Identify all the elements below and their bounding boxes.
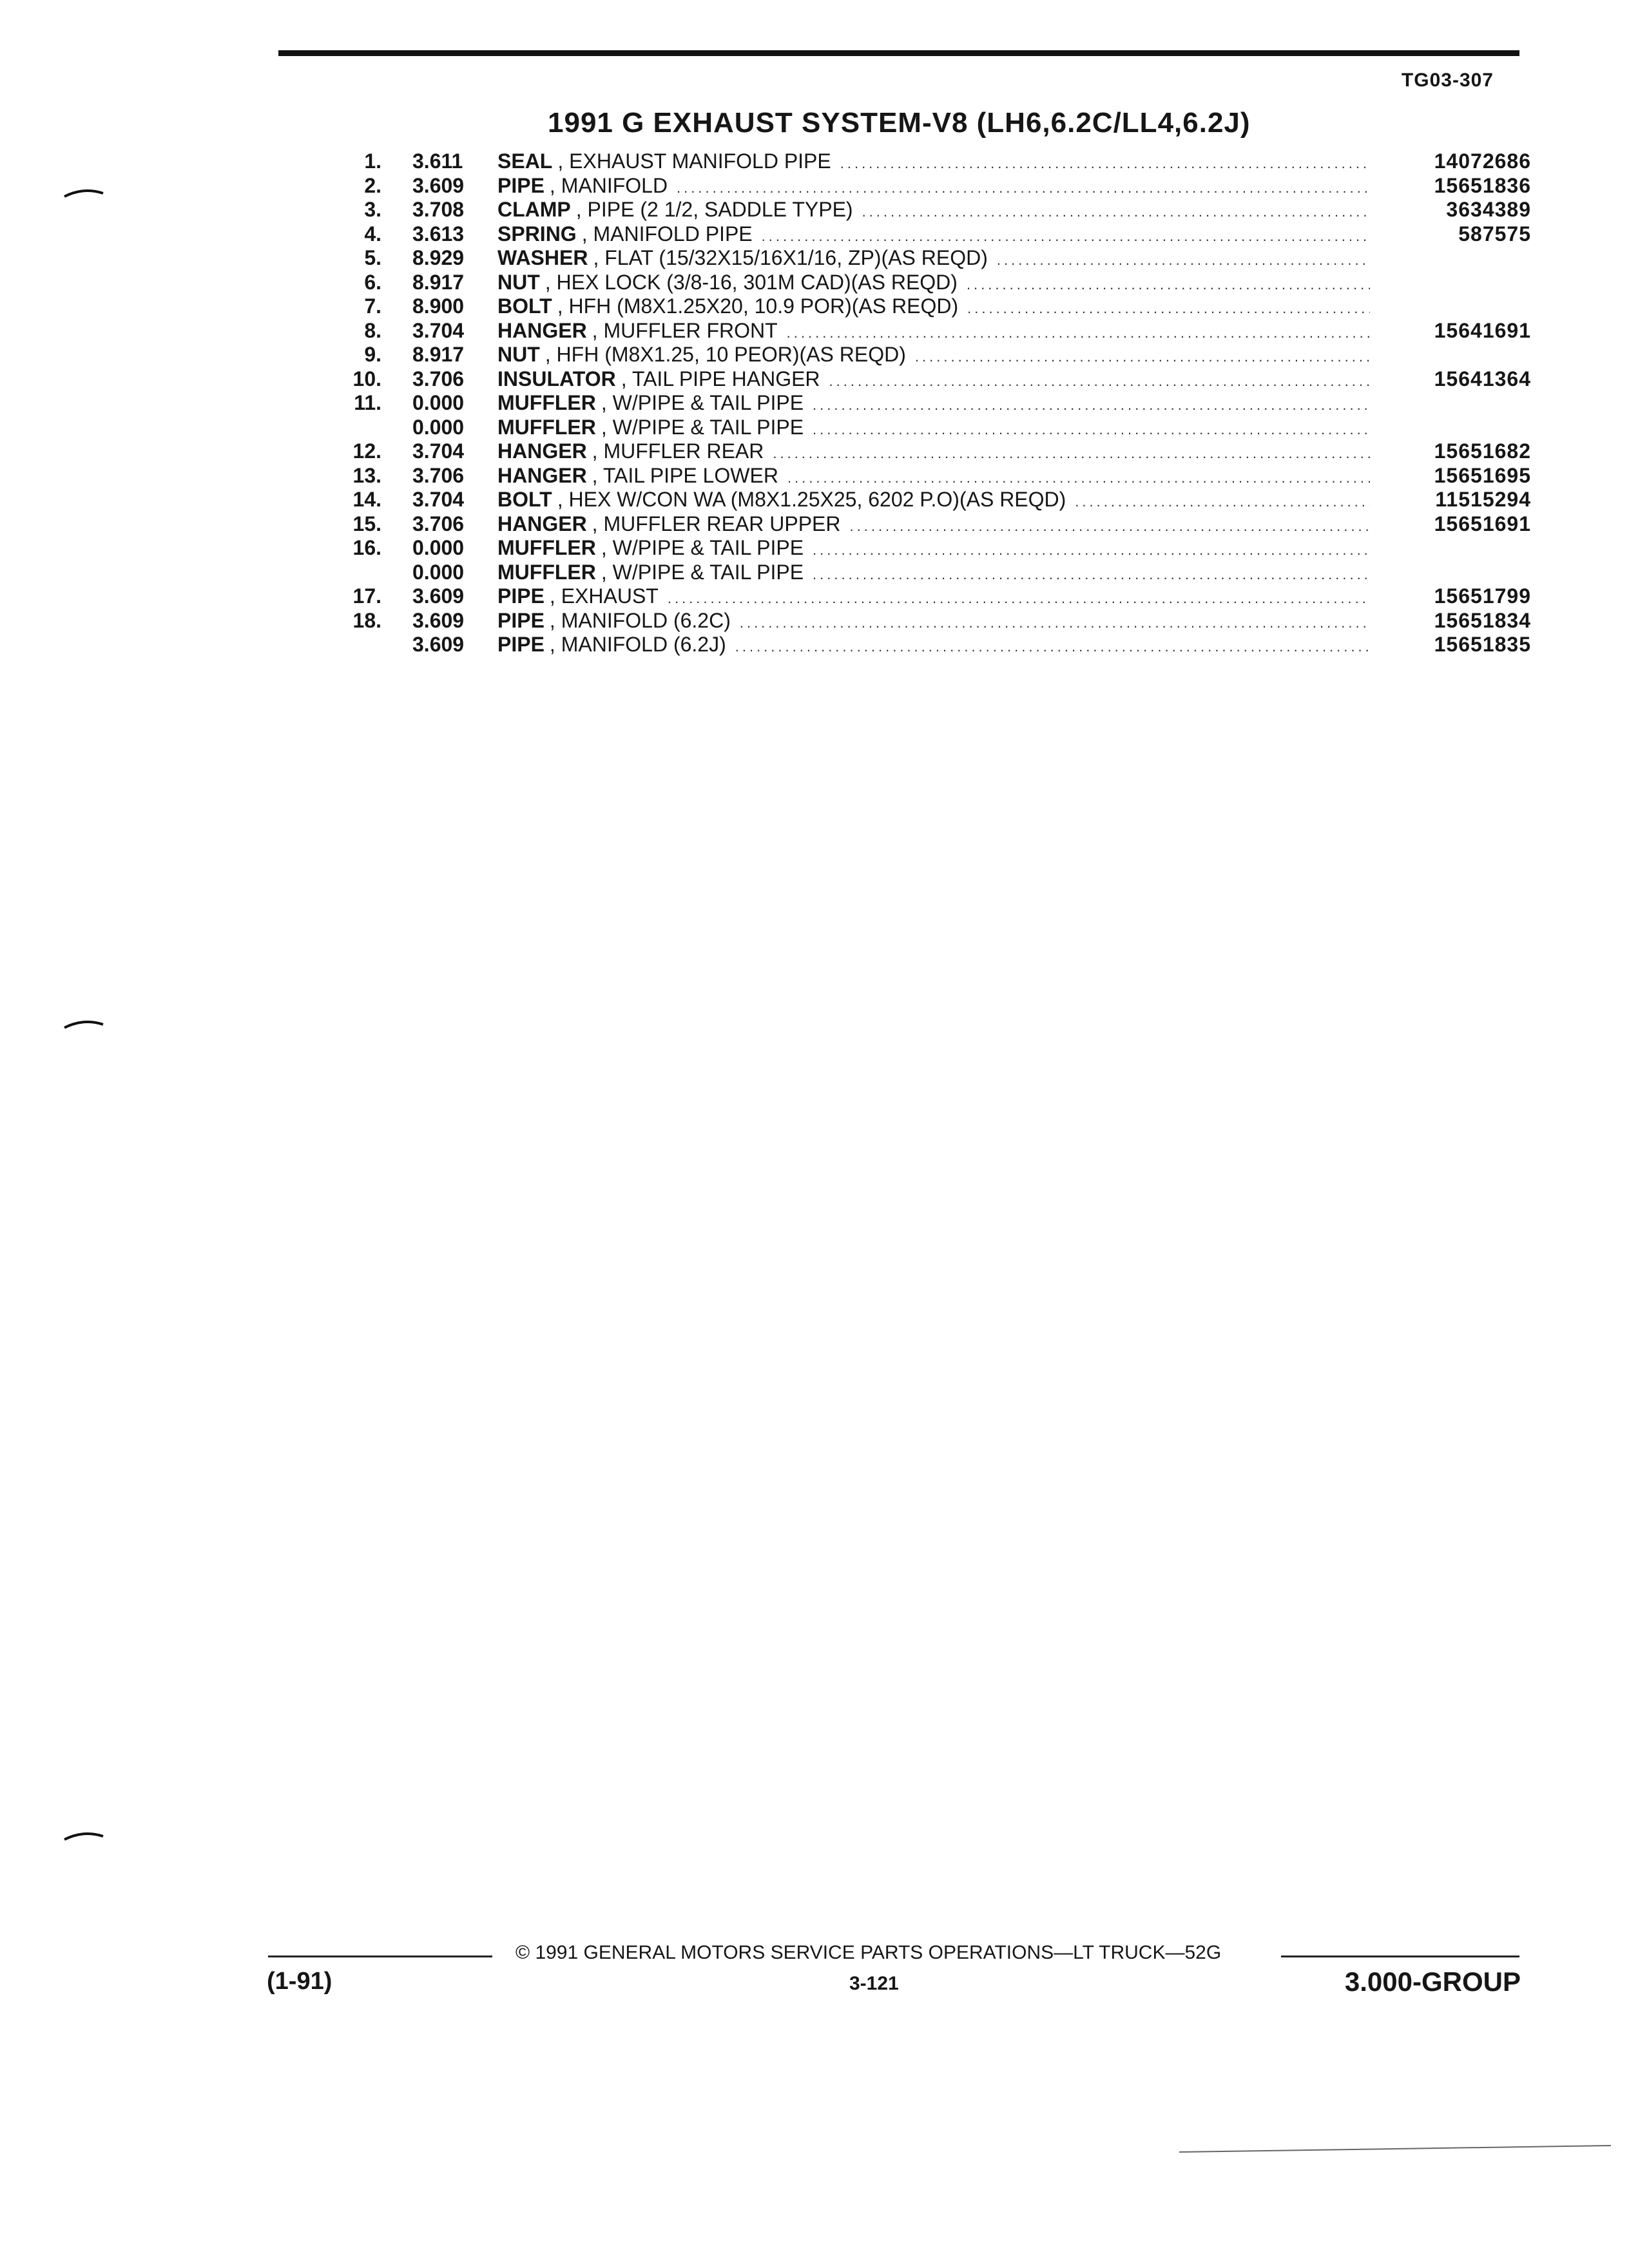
- part-number: 15651799: [1434, 584, 1531, 608]
- part-name: PIPE: [497, 584, 545, 608]
- item-number: 9.: [364, 343, 381, 366]
- group-number: 0.000: [412, 415, 465, 439]
- parts-row: [335, 488, 1531, 512]
- part-number: 15651836: [1434, 173, 1531, 197]
- parts-row: [335, 294, 1531, 319]
- dot-leader: [840, 151, 1370, 176]
- item-number: 8.: [364, 318, 381, 342]
- part-number: 14072686: [1434, 149, 1531, 173]
- part-detail: , TAIL PIPE LOWER: [592, 463, 778, 487]
- top-rule: [278, 50, 1519, 56]
- part-name: NUT: [497, 343, 540, 366]
- dot-leader: [773, 441, 1370, 466]
- part-number: 15651682: [1434, 439, 1531, 463]
- parts-row: [335, 584, 1531, 609]
- part-name: SPRING: [497, 222, 577, 245]
- part-description: [497, 488, 1370, 514]
- part-number: 15651695: [1434, 463, 1531, 487]
- group-number: 0.000: [412, 560, 465, 584]
- group-number: 3.706: [412, 512, 465, 535]
- part-number: 587575: [1458, 222, 1531, 245]
- part-name: HANGER: [497, 439, 587, 463]
- dot-leader: [862, 200, 1370, 224]
- item-number: 1.: [364, 149, 381, 173]
- part-description: [497, 416, 1370, 442]
- parts-row: [335, 367, 1531, 392]
- part-detail: , FLAT (15/32X15/16X1/16, ZP)(AS REQD): [593, 246, 988, 269]
- part-description: [497, 319, 1370, 345]
- parts-row: [335, 343, 1531, 367]
- part-detail: , MANIFOLD (6.2C): [549, 608, 731, 632]
- item-number: 2.: [364, 173, 381, 197]
- group-number: 3.609: [412, 173, 465, 197]
- item-number: 3.: [364, 198, 381, 221]
- parts-row: [335, 246, 1531, 271]
- parts-row: [335, 149, 1531, 174]
- part-name: CLAMP: [497, 198, 571, 221]
- dot-leader: [997, 248, 1370, 273]
- part-description: [497, 367, 1370, 394]
- group-number: 8.917: [412, 270, 465, 294]
- part-name: PIPE: [497, 173, 545, 197]
- item-number: 13.: [352, 463, 381, 487]
- part-description: [497, 246, 1370, 273]
- part-detail: , W/PIPE & TAIL PIPE: [601, 415, 804, 439]
- parts-row: [335, 319, 1531, 343]
- item-number: 12.: [352, 439, 381, 463]
- item-number: 18.: [352, 608, 381, 632]
- parts-row: [335, 198, 1531, 222]
- part-number: 15651834: [1434, 608, 1531, 632]
- dot-leader: [813, 562, 1370, 587]
- part-detail: , MUFFLER REAR UPPER: [592, 512, 841, 535]
- item-number: 4.: [364, 222, 381, 245]
- dot-leader: [967, 296, 1370, 321]
- copyright-notice: © 1991 GENERAL MOTORS SERVICE PARTS OPERATIONS—LT TRUCK—52G: [516, 1942, 1222, 1963]
- part-name: NUT: [497, 270, 540, 294]
- group-number: 3.611: [412, 149, 463, 173]
- part-name: BOLT: [497, 294, 552, 318]
- part-name: HANGER: [497, 512, 587, 535]
- part-description: [497, 633, 1370, 659]
- parts-row: [335, 561, 1531, 585]
- part-number: 15651691: [1434, 512, 1531, 535]
- part-name: HANGER: [497, 463, 587, 487]
- part-name: PIPE: [497, 633, 545, 656]
- part-detail: , W/PIPE & TAIL PIPE: [601, 536, 804, 559]
- parts-row: [335, 416, 1531, 440]
- item-number: 14.: [352, 488, 381, 511]
- part-number: 11515294: [1435, 488, 1531, 511]
- part-detail: , MANIFOLD (6.2J): [549, 633, 726, 656]
- dot-leader: [787, 321, 1370, 345]
- dot-leader: [829, 369, 1370, 394]
- part-name: SEAL: [497, 149, 553, 173]
- part-description: [497, 149, 1370, 176]
- group-number: 0.000: [412, 536, 465, 559]
- part-detail: , MUFFLER FRONT: [592, 318, 778, 342]
- parts-row: [335, 222, 1531, 247]
- item-number: 17.: [352, 584, 381, 608]
- part-description: [497, 439, 1370, 466]
- part-detail: , HFH (M8X1.25, 10 PEOR)(AS REQD): [545, 343, 906, 366]
- page-title: 1991 G EXHAUST SYSTEM-V8 (LH6,6.2C/LL4,6.2J): [548, 107, 1251, 139]
- part-name: BOLT: [497, 488, 552, 511]
- group-code: 3.000-GROUP: [1344, 1966, 1521, 1997]
- part-name: HANGER: [497, 318, 587, 342]
- date-code: (1-91): [267, 1968, 333, 1995]
- dot-leader: [813, 393, 1370, 418]
- page-number: 3-121: [849, 1973, 899, 1994]
- dot-leader: [813, 418, 1370, 442]
- parts-row: [335, 174, 1531, 198]
- group-number: 3.704: [412, 439, 465, 463]
- dot-leader: [677, 176, 1370, 200]
- part-description: [497, 512, 1370, 539]
- item-number: 15.: [352, 512, 381, 535]
- part-number: 15651835: [1434, 633, 1531, 656]
- part-description: [497, 343, 1370, 369]
- group-number: 3.609: [412, 608, 465, 632]
- group-number: 8.929: [412, 246, 465, 269]
- parts-row: [335, 633, 1531, 657]
- part-detail: , W/PIPE & TAIL PIPE: [601, 560, 804, 584]
- dot-leader: [1075, 490, 1370, 514]
- part-detail: , W/PIPE & TAIL PIPE: [601, 391, 804, 414]
- part-detail: , EXHAUST MANIFOLD PIPE: [557, 149, 831, 173]
- dot-leader: [740, 611, 1370, 635]
- footer-rule-left: [268, 1956, 492, 1957]
- part-detail: , MUFFLER REAR: [592, 439, 764, 463]
- item-number: 6.: [364, 270, 381, 294]
- part-description: [497, 198, 1370, 224]
- part-description: [497, 294, 1370, 321]
- part-description: [497, 561, 1370, 587]
- item-number: 10.: [352, 367, 381, 390]
- document-code: TG03-307: [1401, 70, 1494, 91]
- dot-leader: [668, 586, 1370, 611]
- part-detail: , HEX W/CON WA (M8X1.25X25, 6202 P.O)(AS REQD): [557, 488, 1066, 511]
- parts-row: [335, 271, 1531, 295]
- group-number: 3.704: [412, 318, 465, 342]
- parts-row: [335, 439, 1531, 464]
- part-name: MUFFLER: [497, 536, 596, 559]
- part-description: [497, 271, 1370, 297]
- part-detail: , HEX LOCK (3/8-16, 301M CAD)(AS REQD): [545, 270, 958, 294]
- group-number: 3.706: [412, 463, 465, 487]
- item-number: 5.: [364, 246, 381, 269]
- dot-leader: [850, 514, 1371, 539]
- part-number: 15641691: [1434, 318, 1531, 342]
- dot-leader: [813, 538, 1370, 562]
- part-name: WASHER: [497, 246, 588, 269]
- group-number: 8.917: [412, 343, 465, 366]
- part-name: MUFFLER: [497, 415, 596, 439]
- dot-leader: [967, 273, 1370, 297]
- parts-row: [335, 609, 1531, 633]
- part-detail: , PIPE (2 1/2, SADDLE TYPE): [575, 198, 853, 221]
- group-number: 3.609: [412, 633, 465, 656]
- dot-leader: [915, 345, 1370, 369]
- group-number: 8.900: [412, 294, 465, 318]
- part-detail: , HFH (M8X1.25X20, 10.9 POR)(AS REQD): [557, 294, 959, 318]
- part-name: MUFFLER: [497, 391, 596, 414]
- item-number: 11.: [354, 391, 381, 414]
- part-description: [497, 174, 1370, 200]
- part-description: [497, 464, 1370, 490]
- dot-leader: [735, 635, 1370, 659]
- item-number: 7.: [364, 294, 381, 318]
- group-number: 0.000: [412, 391, 465, 414]
- item-number: 16.: [352, 536, 381, 559]
- part-name: INSULATOR: [497, 367, 616, 390]
- part-description: [497, 222, 1370, 249]
- dot-leader: [762, 224, 1370, 249]
- part-detail: , EXHAUST: [549, 584, 659, 608]
- part-name: PIPE: [497, 608, 545, 632]
- parts-row: [335, 512, 1531, 537]
- group-number: 3.609: [412, 584, 465, 608]
- group-number: 3.613: [412, 222, 465, 245]
- part-detail: , MANIFOLD PIPE: [581, 222, 753, 245]
- group-number: 3.706: [412, 367, 465, 390]
- parts-row: [335, 391, 1531, 416]
- part-description: [497, 536, 1370, 562]
- part-number: 15641364: [1434, 367, 1531, 390]
- part-detail: , TAIL PIPE HANGER: [621, 367, 820, 390]
- part-description: [497, 609, 1370, 635]
- part-detail: , MANIFOLD: [549, 173, 668, 197]
- parts-row: [335, 536, 1531, 561]
- part-description: [497, 584, 1370, 611]
- part-number: 3634389: [1446, 198, 1531, 221]
- footer-rule-right: [1281, 1956, 1519, 1957]
- parts-list: [335, 149, 1531, 657]
- part-name: MUFFLER: [497, 560, 596, 584]
- dot-leader: [787, 466, 1370, 490]
- part-description: [497, 391, 1370, 418]
- parts-row: [335, 464, 1531, 488]
- group-number: 3.708: [412, 198, 465, 221]
- group-number: 3.704: [412, 488, 465, 511]
